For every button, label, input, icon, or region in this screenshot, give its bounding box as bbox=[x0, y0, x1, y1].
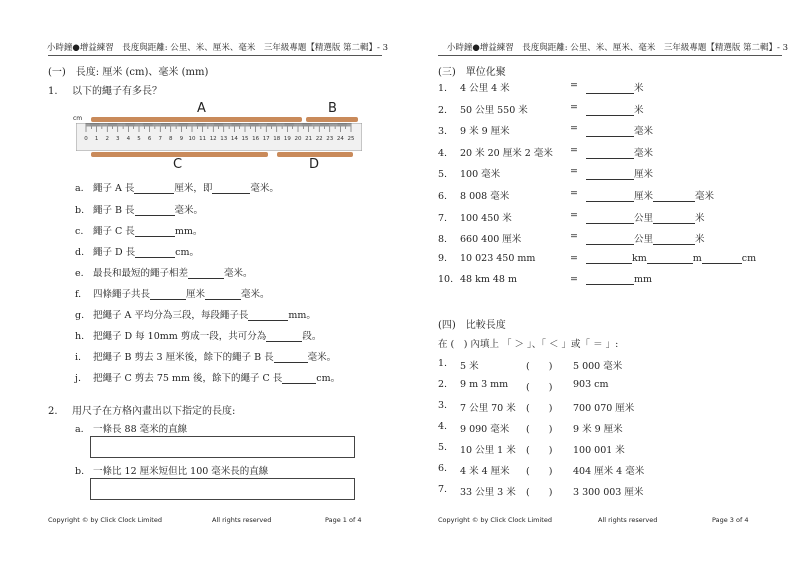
answer-blank[interactable] bbox=[586, 170, 634, 180]
ruler-tick-label: 12 bbox=[209, 136, 217, 142]
header-rule bbox=[48, 55, 382, 56]
answer-blank[interactable] bbox=[586, 214, 634, 224]
answer-blank[interactable] bbox=[205, 290, 241, 300]
sub-question-b: b. 繩子 B 長 毫米。 bbox=[75, 205, 204, 216]
answer-blank[interactable] bbox=[135, 206, 175, 216]
answer-group bbox=[586, 274, 652, 285]
compare-instructions: 在 ( ) 內填上 「 ＞ 」、「 ＜ 」或「 ＝ 」: bbox=[438, 339, 619, 350]
answer-group bbox=[586, 123, 653, 137]
ruler-tick-label: 22 bbox=[315, 136, 323, 142]
comparison-row bbox=[438, 400, 778, 412]
conversion-question: 10 023 450 mm bbox=[460, 252, 536, 264]
equals-sign: = bbox=[570, 144, 578, 156]
comparison-row bbox=[438, 442, 778, 454]
footer-rights: All rights reserved bbox=[212, 516, 272, 524]
conversion-question: 8 008 毫米 bbox=[460, 191, 510, 202]
footer-rights: All rights reserved bbox=[598, 516, 658, 524]
ruler-tick-label: 6 bbox=[147, 136, 152, 142]
row-number: 7. bbox=[438, 484, 448, 495]
left-quantity: 9 090 毫米 bbox=[460, 424, 510, 435]
row-number: 2. bbox=[438, 379, 448, 390]
unit-label: km bbox=[632, 252, 647, 264]
conversion-row bbox=[438, 145, 778, 159]
sub-question-h: h. 把繩子 D 每 10mm 剪成一段，共可分為 段。 bbox=[75, 331, 322, 342]
right-quantity: 9 米 9 厘米 bbox=[573, 424, 623, 435]
row-number: 5. bbox=[438, 442, 448, 453]
answer-group bbox=[586, 210, 705, 224]
answer-group bbox=[586, 145, 653, 159]
equals-sign: = bbox=[570, 123, 578, 135]
page-header: 小時鐘●增益練習 長度與距離: 公里、米、厘米、毫米 三年級專題【精選版 第二輯】- 3 bbox=[46, 43, 388, 53]
ruler-tick-label: 16 bbox=[252, 136, 260, 142]
row-number: 8. bbox=[438, 234, 448, 246]
conversion-question: 9 米 9 厘米 bbox=[460, 126, 510, 138]
equals-sign: = bbox=[570, 252, 578, 264]
answer-blank[interactable] bbox=[653, 192, 695, 202]
ruler-tick-label: 24 bbox=[336, 136, 344, 142]
answer-blank[interactable] bbox=[586, 84, 634, 94]
conversion-row bbox=[438, 231, 778, 245]
conversion-question: 20 米 20 厘米 2 毫米 bbox=[460, 147, 553, 159]
row-number: 6. bbox=[438, 463, 448, 474]
answer-blank[interactable] bbox=[586, 106, 634, 116]
row-number: 5. bbox=[438, 169, 448, 181]
equals-sign: = bbox=[570, 209, 578, 221]
answer-blank[interactable] bbox=[653, 214, 695, 224]
right-quantity: 903 cm bbox=[573, 379, 609, 390]
sub-question-e: e. 最長和最短的繩子相差 毫米。 bbox=[75, 268, 253, 279]
worksheet-page-3 bbox=[400, 0, 800, 566]
unit-label: 米 bbox=[634, 104, 644, 116]
question-2: 2. 用尺子在方格內畫出以下指定的長度: bbox=[48, 406, 236, 417]
left-quantity: 4 米 4 厘米 bbox=[460, 466, 510, 477]
row-number: 7. bbox=[438, 212, 448, 224]
footer-page-number: Page 1 of 4 bbox=[325, 516, 362, 524]
row-number: 3. bbox=[438, 400, 448, 411]
question-1 bbox=[48, 82, 162, 97]
answer-blank[interactable] bbox=[586, 149, 634, 159]
row-number: 1. bbox=[438, 83, 448, 94]
unit-label: 米 bbox=[695, 234, 705, 246]
ruler-tick-label: 11 bbox=[199, 136, 207, 142]
ruler-tick-label: 25 bbox=[347, 136, 355, 142]
ruler-tick-label: 5 bbox=[137, 136, 141, 142]
row-number: 2. bbox=[438, 104, 448, 116]
unit-label: cm bbox=[741, 252, 757, 264]
answer-blank[interactable] bbox=[212, 184, 250, 194]
unit-label: 毫米 bbox=[634, 147, 654, 159]
conversion-row bbox=[438, 188, 778, 202]
ruler-tick-label: 17 bbox=[262, 136, 270, 142]
ruler-tick-label: 14 bbox=[230, 136, 238, 142]
question-2b: b. 一條比 12 厘米短但比 100 毫米長的直線 bbox=[75, 466, 269, 477]
question-2a: a. 一條長 88 毫米的直線 bbox=[75, 424, 188, 435]
ruler-tick-label: 3 bbox=[116, 136, 120, 142]
rope-d bbox=[277, 152, 353, 157]
row-number: 3. bbox=[438, 126, 448, 138]
footer-page-number: Page 3 of 4 bbox=[712, 516, 749, 524]
comparison-row bbox=[438, 421, 778, 433]
comparison-blank[interactable]: ( ) bbox=[526, 382, 553, 393]
equals-sign: = bbox=[570, 274, 578, 286]
answer-blank[interactable] bbox=[653, 235, 695, 245]
unit-label: 公里 bbox=[634, 234, 654, 246]
ruler-tick-label: 10 bbox=[188, 136, 196, 142]
left-quantity: 9 m 3 mm bbox=[460, 379, 509, 390]
answer-group bbox=[586, 188, 714, 202]
ruler-tick-label: 19 bbox=[283, 136, 291, 142]
answer-blank[interactable] bbox=[134, 184, 174, 194]
section-title-1: (一) 長度: 厘米 (cm)、毫米 (mm) bbox=[48, 67, 209, 78]
answer-blank[interactable] bbox=[150, 290, 186, 300]
answer-blank[interactable] bbox=[188, 269, 224, 279]
sub-question-c: c. 繩子 C 長 mm。 bbox=[75, 226, 203, 237]
comparison-blank[interactable]: ( ) bbox=[526, 487, 553, 498]
answer-blank[interactable] bbox=[586, 235, 634, 245]
conversion-row bbox=[438, 102, 778, 116]
header-rule bbox=[438, 55, 782, 56]
conversion-row bbox=[438, 80, 778, 94]
ruler-tick-label: 1 bbox=[94, 136, 99, 142]
unit-label: 毫米 bbox=[634, 126, 654, 138]
ruler-unit: cm bbox=[73, 115, 83, 122]
conversion-question: 660 400 厘米 bbox=[460, 234, 522, 246]
comparison-row bbox=[438, 358, 778, 370]
rope-b bbox=[306, 117, 358, 122]
unit-label: 毫米 bbox=[695, 191, 715, 202]
question-number: 1. bbox=[48, 86, 58, 97]
answer-blank[interactable] bbox=[248, 311, 288, 321]
rope-label-d: D bbox=[309, 157, 320, 172]
comparison-row bbox=[438, 463, 778, 475]
answer-blank[interactable] bbox=[702, 254, 742, 264]
ruler-tick-label: 7 bbox=[158, 136, 162, 142]
sub-question-j: j. 把繩子 C 剪去 75 mm 後，餘下的繩子 C 長 cm。 bbox=[75, 373, 341, 384]
unit-label: 厘米 bbox=[634, 191, 654, 202]
rope-a bbox=[91, 117, 302, 122]
conversion-question: 4 公里 4 米 bbox=[460, 83, 510, 94]
answer-blank[interactable] bbox=[586, 254, 632, 264]
equals-sign: = bbox=[570, 166, 578, 178]
answer-blank[interactable] bbox=[282, 374, 316, 384]
drawing-box-b[interactable] bbox=[90, 478, 355, 500]
equals-sign: = bbox=[570, 80, 578, 91]
left-quantity: 10 公里 1 米 bbox=[460, 445, 516, 456]
page-header: 小時鐘●增益練習 長度與距離: 公里、米、厘米、毫米 三年級專題【精選版 第二輯】- 3 bbox=[446, 43, 788, 53]
rope-c bbox=[91, 152, 268, 157]
left-quantity: 7 公里 70 米 bbox=[460, 403, 516, 414]
rope-label-c: C bbox=[173, 157, 183, 172]
conversion-row bbox=[438, 253, 778, 264]
ruler-graphic bbox=[76, 123, 362, 151]
answer-blank[interactable] bbox=[135, 248, 175, 258]
comparison-blank[interactable]: ( ) bbox=[526, 445, 553, 456]
left-quantity: 5 米 bbox=[460, 361, 479, 372]
ruler-tick-label: 4 bbox=[126, 136, 131, 142]
ruler-tick-label: 8 bbox=[169, 136, 173, 142]
comparison-row bbox=[438, 484, 778, 496]
row-number: 4. bbox=[438, 421, 448, 432]
ruler-tick-label: 2 bbox=[105, 136, 109, 142]
footer-copyright: Copyright © by Click Clock Limited bbox=[438, 516, 552, 524]
comparison-blank[interactable]: ( ) bbox=[526, 403, 553, 414]
conversion-question: 50 公里 550 米 bbox=[460, 104, 528, 116]
unit-label: 公里 bbox=[634, 212, 654, 224]
conversion-row bbox=[438, 123, 778, 137]
answer-blank[interactable] bbox=[266, 332, 302, 342]
unit-label: 米 bbox=[695, 212, 705, 224]
conversion-row bbox=[438, 210, 778, 224]
question-text: 以下的繩子有多長？ bbox=[72, 86, 162, 97]
comparison-blank[interactable]: ( ) bbox=[526, 466, 553, 477]
answer-group bbox=[586, 102, 644, 116]
footer-copyright: Copyright © by Click Clock Limited bbox=[48, 516, 162, 524]
conversion-question: 48 km 48 m bbox=[460, 274, 518, 286]
answer-blank[interactable] bbox=[586, 275, 634, 285]
answer-blank[interactable] bbox=[586, 192, 634, 202]
ruler-tick-label: 0 bbox=[84, 136, 88, 142]
answer-group bbox=[586, 166, 653, 180]
conversion-row bbox=[438, 166, 778, 180]
sub-question-f: f. 四條繩子共長 厘米 毫米。 bbox=[75, 289, 270, 300]
unit-label: m bbox=[692, 252, 702, 264]
unit-label: 米 bbox=[634, 83, 644, 94]
section-title-3: (三) 單位化聚 bbox=[438, 67, 506, 78]
answer-group bbox=[586, 253, 756, 264]
ruler-tick-label: 23 bbox=[326, 136, 334, 142]
rope-label-a: A bbox=[197, 101, 206, 116]
answer-blank[interactable] bbox=[274, 353, 308, 363]
ruler-tick-label: 15 bbox=[241, 136, 249, 142]
sub-question-a: a. 繩子 A 長 厘米，即 毫米。 bbox=[75, 183, 279, 194]
unit-label: 厘米 bbox=[634, 169, 654, 181]
answer-blank[interactable] bbox=[135, 227, 175, 237]
ruler-tick-label: 13 bbox=[220, 136, 228, 142]
conversion-question: 100 450 米 bbox=[460, 212, 512, 224]
answer-blank[interactable] bbox=[647, 254, 693, 264]
right-quantity: 700 070 厘米 bbox=[573, 403, 635, 414]
section-title-4: (四) 比較長度 bbox=[438, 320, 506, 331]
row-number: 6. bbox=[438, 191, 448, 202]
comparison-row bbox=[438, 379, 778, 391]
comparison-blank[interactable]: ( ) bbox=[526, 424, 553, 435]
answer-group bbox=[586, 231, 705, 245]
ruler-tick-label: 9 bbox=[179, 136, 184, 142]
equals-sign: = bbox=[570, 231, 578, 243]
left-quantity: 33 公里 3 米 bbox=[460, 487, 516, 498]
answer-group bbox=[586, 80, 644, 94]
row-number: 9. bbox=[438, 252, 448, 264]
row-number: 10. bbox=[438, 274, 454, 286]
right-quantity: 404 厘米 4 毫米 bbox=[573, 466, 645, 477]
right-quantity: 5 000 毫米 bbox=[573, 361, 623, 372]
row-number: 4. bbox=[438, 147, 448, 159]
right-quantity: 100 001 米 bbox=[573, 445, 625, 456]
equals-sign: = bbox=[570, 101, 578, 113]
comparison-blank[interactable]: ( ) bbox=[526, 361, 553, 372]
rope-label-b: B bbox=[328, 101, 337, 116]
conversion-row bbox=[438, 274, 778, 285]
conversion-question: 100 毫米 bbox=[460, 169, 501, 181]
ruler bbox=[73, 115, 362, 151]
row-number: 1. bbox=[438, 358, 448, 369]
ruler-tick-label: 18 bbox=[273, 136, 281, 142]
right-quantity: 3 300 003 厘米 bbox=[573, 487, 644, 498]
drawing-box-a[interactable] bbox=[90, 436, 355, 458]
sub-question-i: i. 把繩子 B 剪去 3 厘米後，餘下的繩子 B 長 毫米。 bbox=[75, 352, 337, 363]
equals-sign: = bbox=[570, 188, 578, 199]
ruler-tick-label: 21 bbox=[305, 136, 313, 142]
sub-question-d: d. 繩子 D 長 cm。 bbox=[75, 247, 200, 258]
unit-label: mm bbox=[634, 274, 653, 286]
sub-question-g: g. 把繩子 A 平均分為三段，每段繩子長 mm。 bbox=[75, 310, 316, 321]
answer-blank[interactable] bbox=[586, 127, 634, 137]
ruler-tick-label: 20 bbox=[294, 136, 302, 142]
